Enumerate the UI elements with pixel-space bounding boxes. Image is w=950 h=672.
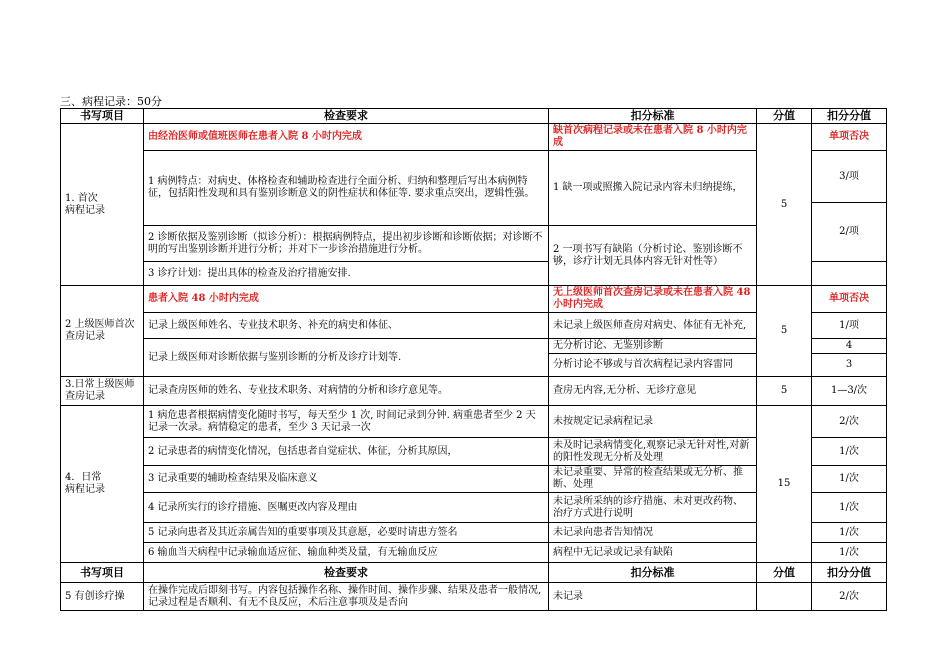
standard-cell: 未记录上级医师查房对病史、体征有无补充,	[549, 313, 757, 339]
standard-cell: 未记录向患者告知情况	[549, 523, 757, 543]
table-row	[61, 286, 887, 313]
requirement-cell: 2 记录患者的病情变化情况，包括患者自觉症状、体征，分析其原因，	[144, 438, 549, 466]
item-daily-progress-note: 4．日常 病程记录	[61, 406, 144, 563]
standard-cell: 缺首次病程记录或未在患者入院 8 小时内完成	[549, 124, 757, 151]
standard-cell: 查房无内容,无分析、无诊疗意见	[549, 377, 757, 406]
deduction-cell: 1/次	[812, 493, 887, 523]
header-requirement: 检查要求	[144, 563, 549, 583]
requirement-cell: 1 病例特点：对病史、体格检查和辅助检查进行全面分析、归纳和整理后写出本病例特征，包括阳性发现和具有鉴别诊断意义的阴性症状和体征等. 要求重点突出，逻辑性强。	[144, 151, 549, 226]
standard-cell: 未记录	[549, 583, 757, 611]
standard-cell: 分析讨论不够或与首次病程记录内容雷同	[549, 354, 757, 377]
score-cell: 5	[757, 377, 812, 406]
item-daily-senior-round: 3.日常上级医师查房记录	[61, 377, 144, 406]
table-row	[61, 124, 887, 151]
deduction-cell-empty	[812, 262, 887, 286]
item-invasive-procedure: 5 有创诊疗操	[61, 583, 144, 611]
deduction-cell: 1/次	[812, 523, 887, 543]
standard-cell: 无上级医师首次查房记录或未在患者入院 48 小时内完成	[549, 286, 757, 313]
table-header-row	[61, 563, 887, 583]
medical-record-scoring-table	[60, 108, 887, 611]
header-score: 分值	[757, 109, 812, 124]
requirement-cell: 患者入院 48 小时内完成	[144, 286, 549, 313]
standard-cell: 未及时记录病情变化,观察记录无针对性,对新的阳性发现无分析及处理	[549, 438, 757, 466]
header-item: 书写项目	[61, 109, 144, 124]
score-cell: 5	[757, 124, 812, 286]
requirement-cell: 3 记录重要的辅助检查结果及临床意义	[144, 466, 549, 493]
requirement-cell: 1 病危患者根据病情变化随时书写，每天至少 1 次, 时间记录到分钟. 病重患者至少 2 天记录一次录。病情稳定的患者，至少 3 天记录一次	[144, 406, 549, 438]
deduction-cell: 4	[812, 339, 887, 354]
deduction-cell: 1—3/次	[812, 377, 887, 406]
standard-cell: 未按规定记录病程记录	[549, 406, 757, 438]
deduction-cell: 3/项	[812, 151, 887, 203]
deduction-cell: 2/次	[812, 583, 887, 611]
header-score: 分值	[757, 563, 812, 583]
requirement-cell: 由经治医师或值班医师在患者入院 8 小时内完成	[144, 124, 549, 151]
header-requirement: 检查要求	[144, 109, 549, 124]
standard-cell: 病程中无记录或记录有缺陷	[549, 543, 757, 563]
requirement-cell: 5 记录向患者及其近亲属告知的重要事项及其意愿，必要时请患方签名	[144, 523, 549, 543]
deduction-cell: 1/次	[812, 466, 887, 493]
standard-cell: 未记录重要、异常的检查结果或无分析、推断、处理	[549, 466, 757, 493]
deduction-cell: 1/次	[812, 438, 887, 466]
header-deduction-standard: 扣分标准	[549, 109, 757, 124]
standard-cell: 未记录所采纳的诊疗措施、未对更改药物、治疗方式进行说明	[549, 493, 757, 523]
deduction-cell: 2/次	[812, 406, 887, 438]
item-first-progress-note: 1. 首次 病程记录	[61, 124, 144, 286]
header-item: 书写项目	[61, 563, 144, 583]
requirement-cell: 6 输血当天病程中记录输血适应征、输血种类及量，有无输血反应	[144, 543, 549, 563]
standard-cell: 无分析讨论、无鉴别诊断	[549, 339, 757, 354]
requirement-cell: 记录上级医师对诊断依据与鉴别诊断的分析及诊疗计划等.	[144, 339, 549, 377]
requirement-cell: 2 诊断依据及鉴别诊断（拟诊分析）：根据病例特点，提出初步诊断和诊断依据；对诊断不明的写出鉴别诊断并进行分析；并对下一步诊治措施进行分析。	[144, 226, 549, 262]
table-row	[61, 583, 887, 611]
deduction-cell: 2/项	[812, 203, 887, 262]
requirement-cell: 在操作完成后即刻书写。内容包括操作名称、操作时间、操作步骤、结果及患者一般情况, 记录过程是否顺利、有无不良反应，术后注意事项及是否向	[144, 583, 549, 611]
deduction-cell: 单项否决	[812, 286, 887, 313]
deduction-cell: 1/次	[812, 543, 887, 563]
standard-cell: 1 缺一项或照搬入院记录内容未归纳提练，	[549, 151, 757, 226]
header-deduction-value: 扣分分值	[812, 563, 887, 583]
requirement-cell: 记录查房医师的姓名、专业技术职务、对病情的分析和诊疗意见等。	[144, 377, 549, 406]
requirement-cell: 3 诊疗计划：提出具体的检查及治疗措施安排.	[144, 262, 549, 286]
deduction-cell: 1/项	[812, 313, 887, 339]
header-deduction-value: 扣分分值	[812, 109, 887, 124]
deduction-cell: 3	[812, 354, 887, 377]
section-title: 三、病程记录：50分	[60, 95, 162, 108]
score-cell: 5	[757, 286, 812, 377]
table-header-row	[61, 109, 887, 124]
requirement-cell: 记录上级医师姓名、专业技术职务、补充的病史和体征、	[144, 313, 549, 339]
item-senior-first-round: 2 上级医师首次查房记录	[61, 286, 144, 377]
table-row	[61, 406, 887, 438]
header-deduction-standard: 扣分标准	[549, 563, 757, 583]
score-cell: 15	[757, 406, 812, 563]
table-row	[61, 377, 887, 406]
requirement-cell: 4 记录所实行的诊疗措施、医嘱更改内容及理由	[144, 493, 549, 523]
deduction-cell: 单项否决	[812, 124, 887, 151]
score-cell	[757, 583, 812, 611]
standard-cell: 2 一项书写有缺陷（分析讨论、鉴别诊断不够，诊疗计划无具体内容无针对性等）	[549, 226, 757, 286]
